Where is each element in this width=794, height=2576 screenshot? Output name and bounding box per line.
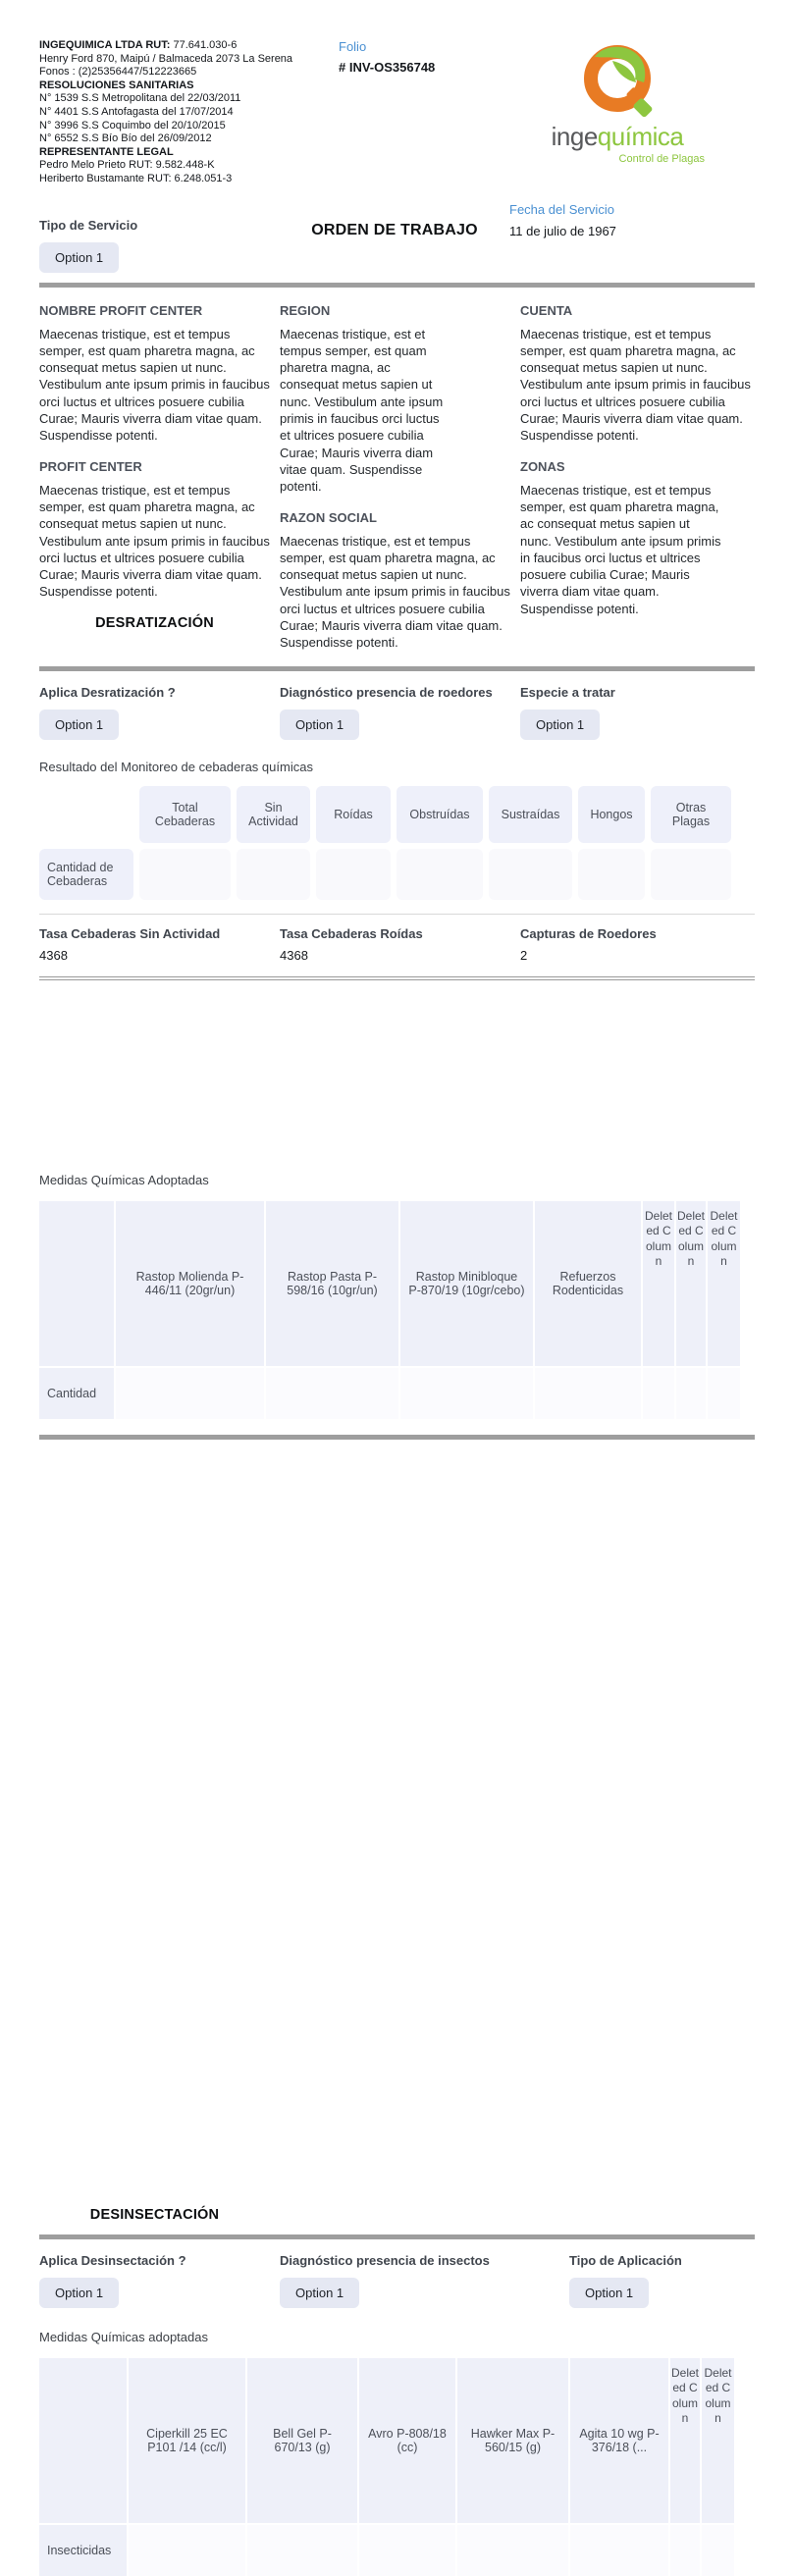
desinsectacion-fields — [39, 2253, 755, 2308]
row-header: Cantidad — [39, 1366, 116, 1419]
section-text: Maecenas tristique, est et tempus semper, est quam pharetra magna, ac consequat metus sapien ut nunc. Vestibulum ante ipsum primis in faucibus orci luctus et ultrices posuere cubilia Curae; Mauris viverra diam vitae quam. Suspendisse potenti. — [39, 326, 270, 444]
table-cell-empty — [676, 1366, 708, 1419]
legal-rep-title: REPRESENTANTE LEGAL — [39, 145, 174, 158]
row-header: Insecticidas — [39, 2523, 129, 2576]
measures-table-desratizacion — [39, 1201, 755, 1419]
aplica-desratizacion-select[interactable]: Option 1 — [39, 710, 119, 740]
section-text: Maecenas tristique, est et tempus semper, est quam pharetra magna, ac consequat metus sapien ut nunc. Vestibulum ante ipsum primis in faucibus orci luctus et ultrices posuere cubilia Curae; Mauris viverra diam vitae quam. Suspendisse potenti. — [39, 482, 270, 600]
table-cell-empty — [578, 849, 645, 900]
table-cell-empty — [266, 1366, 400, 1419]
table-cell-empty — [457, 2523, 570, 2576]
section-heading-region: REGION — [280, 302, 331, 318]
column-header-deleted: Deleted Column — [670, 2358, 702, 2523]
column-header: Rastop Pasta P-598/16 (10gr/un) — [266, 1201, 400, 1366]
resolution-line: N° 6552 S.S Bío Bío del 26/09/2012 — [39, 132, 212, 145]
column-header: Otras Plagas — [651, 786, 731, 843]
monitoring-data-row — [39, 849, 755, 900]
divider — [39, 283, 755, 288]
table-cell-empty — [651, 849, 731, 900]
table-cell-empty — [247, 2523, 359, 2576]
column-header: Total Cebaderas — [139, 786, 231, 843]
measures-table-title: Medidas Químicas Adoptadas — [39, 1172, 209, 1187]
folio-block — [339, 39, 524, 75]
resolution-line: N° 1539 S.S Metropolitana del 22/03/2011 — [39, 92, 241, 105]
especie-a-tratar-select[interactable]: Option 1 — [520, 710, 600, 740]
company-info — [39, 39, 339, 186]
page-title: ORDEN DE TRABAJO — [311, 221, 478, 238]
info-sections — [39, 303, 755, 666]
order-meta-row — [39, 202, 755, 283]
section-text: Maecenas tristique, est et tempus semper, est quam pharetra magna, ac consequat metus sapien ut nunc. Vestibulum ante ipsum primis in faucibus orci luctus et ultrices posuere cubilia Curae; Mauris viverra diam vitae quam. Suspendisse potenti. — [280, 326, 444, 495]
logo-tagline: Control de Plagas — [618, 153, 705, 165]
company-phones: Fonos : (2)25356447/512223665 — [39, 66, 197, 79]
table-cell-empty — [359, 2523, 457, 2576]
measures-header-row — [39, 2358, 755, 2523]
column-header: Agita 10 wg P-376/18 (... — [570, 2358, 670, 2523]
stat-value: 4368 — [39, 947, 68, 963]
stat-label: Capturas de Roedores — [520, 925, 657, 941]
resolutions-title: RESOLUCIONES SANITARIAS — [39, 79, 194, 91]
logo-q-icon — [544, 39, 691, 126]
divider — [39, 666, 755, 671]
desratizacion-title: DESRATIZACIÓN — [95, 614, 214, 631]
divider — [39, 914, 755, 915]
section-heading-razon-social: RAZON SOCIAL — [280, 509, 377, 525]
table-cell-empty — [570, 2523, 670, 2576]
table-corner-empty — [39, 2358, 129, 2523]
legal-rep-line: Heriberto Bustamante RUT: 6.248.051-3 — [39, 172, 233, 184]
diagnostico-roedores-label: Diagnóstico presencia de roedores — [280, 684, 493, 700]
column-header: Avro P-808/18 (cc) — [359, 2358, 457, 2523]
logo-wordmark: ingequímica — [551, 122, 684, 151]
desinsectacion-title: DESINSECTACIÓN — [89, 2206, 220, 2223]
desratizacion-fields — [39, 685, 755, 740]
measures-header-row — [39, 1201, 755, 1366]
table-cell-empty — [397, 849, 483, 900]
column-header: Refuerzos Rodenticidas — [535, 1201, 643, 1366]
column-header: Rastop Molienda P-446/11 (20gr/un) — [116, 1201, 266, 1366]
service-date-label: Fecha del Servicio — [509, 201, 614, 217]
table-cell-empty — [116, 1366, 266, 1419]
header — [39, 39, 755, 186]
especie-a-tratar-label: Especie a tratar — [520, 684, 615, 700]
diagnostico-insectos-label: Diagnóstico presencia de insectos — [280, 2252, 490, 2268]
monitoring-table-title: Resultado del Monitoreo de cebaderas químicas — [39, 759, 313, 774]
monitoring-header-row — [39, 786, 755, 843]
resolution-line: N° 4401 S.S Antofagasta del 17/07/2014 — [39, 105, 234, 118]
table-cell-empty — [708, 1366, 740, 1419]
column-header: Hongos — [578, 786, 645, 843]
section-text: Maecenas tristique, est et tempus semper, est quam pharetra magna, ac consequat metus sapien ut nunc. Vestibulum ante ipsum primis in faucibus orci luctus et ultrices posuere cubilia Curae; Mauris viverra diam vitae quam. Suspendisse potenti. — [520, 482, 721, 616]
column-header-deleted: Deleted Column — [702, 2358, 734, 2523]
column-header-deleted: Deleted Column — [708, 1201, 740, 1366]
monitoring-table — [39, 786, 755, 900]
service-type-select[interactable]: Option 1 — [39, 242, 119, 273]
company-logo — [524, 39, 711, 165]
measures-table-desinsectacion — [39, 2358, 755, 2576]
section-heading-cuenta: CUENTA — [520, 302, 573, 318]
tipo-aplicacion-label: Tipo de Aplicación — [569, 2252, 682, 2268]
column-header: Hawker Max P-560/15 (g) — [457, 2358, 570, 2523]
legal-rep-line: Pedro Melo Prieto RUT: 9.582.448-K — [39, 159, 215, 172]
folio-number: # INV-OS356748 — [339, 60, 436, 75]
aplica-desinsectacion-label: Aplica Desinsectación ? — [39, 2252, 186, 2268]
folio-label: Folio — [339, 39, 367, 54]
column-header: Bell Gel P-670/13 (g) — [247, 2358, 359, 2523]
section-heading-profit-center: PROFIT CENTER — [39, 458, 142, 474]
table-cell-empty — [643, 1366, 676, 1419]
service-type-label: Tipo de Servicio — [39, 217, 138, 233]
table-corner-empty — [39, 1201, 116, 1366]
section-heading-nombre-profit-center: NOMBRE PROFIT CENTER — [39, 302, 203, 318]
aplica-desratizacion-label: Aplica Desratización ? — [39, 684, 176, 700]
stat-label: Tasa Cebaderas Sin Actividad — [39, 925, 221, 941]
diagnostico-roedores-select[interactable]: Option 1 — [280, 710, 359, 740]
measures-data-row — [39, 2523, 755, 2576]
table-cell-empty — [129, 2523, 247, 2576]
table-cell-empty — [237, 849, 310, 900]
service-date-value: 11 de julio de 1967 — [509, 223, 616, 238]
resolution-line: N° 3996 S.S Coquimbo del 20/10/2015 — [39, 119, 226, 131]
row-header: Cantidad de Cebaderas — [39, 849, 133, 900]
section-heading-zonas: ZONAS — [520, 458, 565, 474]
company-name: INGEQUIMICA LTDA RUT: — [39, 39, 171, 51]
stat-label: Tasa Cebaderas Roídas — [280, 925, 423, 941]
section-text: Maecenas tristique, est et tempus semper, est quam pharetra magna, ac consequat metus sapien ut nunc. Vestibulum ante ipsum primis in faucibus orci luctus et ultrices posuere cubilia Curae; Mauris viverra diam vitae quam. Suspendisse potenti. — [520, 326, 751, 444]
column-header: Rastop Minibloque P-870/19 (10gr/cebo) — [400, 1201, 535, 1366]
section-text: Maecenas tristique, est et tempus semper, est quam pharetra magna, ac consequat metus sapien ut nunc. Vestibulum ante ipsum primis in faucibus orci luctus et ultrices posuere cubilia Curae; Mauris viverra diam vitae quam. Suspendisse potenti. — [280, 533, 510, 651]
table-cell-empty — [316, 849, 391, 900]
table-cell-empty — [702, 2523, 734, 2576]
table-cell-empty — [670, 2523, 702, 2576]
table-cell-empty — [139, 849, 231, 900]
stat-value: 2 — [520, 947, 528, 963]
company-rut: 77.641.030-6 — [170, 39, 238, 51]
column-header: Sin Actividad — [237, 786, 310, 843]
column-header: Obstruídas — [397, 786, 483, 843]
measures-table-title: Medidas Químicas adoptadas — [39, 2329, 208, 2344]
table-cell-empty — [400, 1366, 535, 1419]
table-corner-empty — [39, 786, 133, 843]
column-header: Roídas — [316, 786, 391, 843]
company-address: Henry Ford 870, Maipú / Balmaceda 2073 La Serena — [39, 52, 293, 65]
column-header-deleted: Deleted Column — [676, 1201, 708, 1366]
table-cell-empty — [535, 1366, 643, 1419]
tipo-aplicacion-select[interactable]: Option 1 — [569, 2278, 649, 2308]
measures-data-row — [39, 1366, 755, 1419]
column-header: Ciperkill 25 EC P101 /14 (cc/l) — [129, 2358, 247, 2523]
stat-value: 4368 — [280, 947, 308, 963]
column-header-deleted: Deleted Column — [643, 1201, 676, 1366]
aplica-desinsectacion-select[interactable]: Option 1 — [39, 2278, 119, 2308]
column-header: Sustraídas — [489, 786, 572, 843]
table-cell-empty — [489, 849, 572, 900]
stats-row — [39, 926, 755, 963]
divider — [39, 2234, 755, 2239]
diagnostico-insectos-select[interactable]: Option 1 — [280, 2278, 359, 2308]
